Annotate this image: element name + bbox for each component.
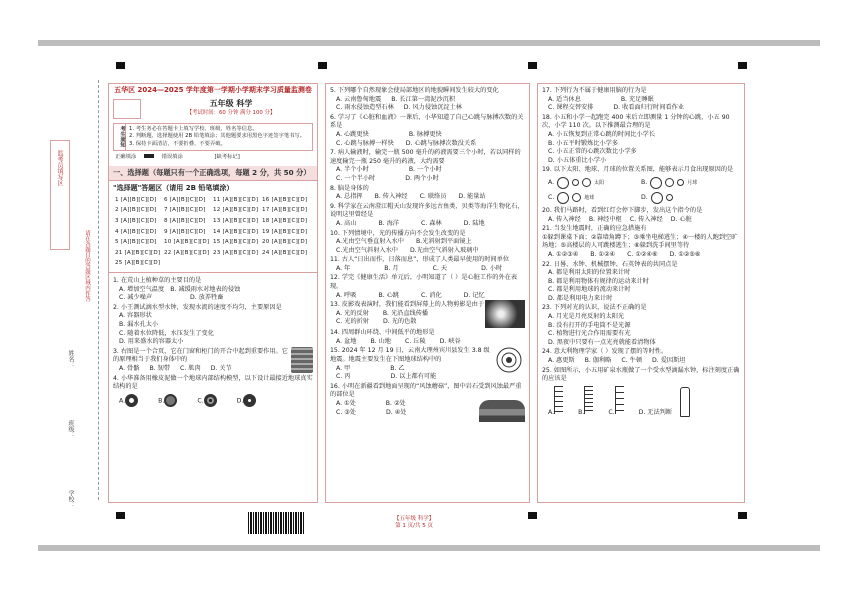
question-4: 4. 小华准备用橡皮泥做一个地球内部结构模型，以下设计最接近地球真实结构的是 <box>113 374 313 391</box>
earth-model-c-icon <box>204 394 217 407</box>
answer-cell[interactable]: 20 [A][B][C][D] <box>262 239 308 246</box>
option: B. <box>641 178 648 186</box>
top-gray-bar <box>38 40 820 46</box>
footer-subject: 【五年级 科学】 <box>394 516 435 522</box>
option: B. 脉搏更快 <box>408 130 442 138</box>
absent-mark-label: [缺考标记] <box>214 154 240 161</box>
diagram-option-a <box>548 177 641 189</box>
option: C. 联络员 <box>419 193 447 201</box>
question-17: 17. 下列行为不属于健康用脑的行为是 <box>542 87 647 94</box>
answer-cell[interactable]: 23 [A][B][C][D] <box>213 249 259 256</box>
option: D. 心跳与脉搏次数没关系 <box>405 139 477 147</box>
option: B. ①②④ <box>590 250 616 258</box>
option: C. 植物进行光合作用需要有光 <box>548 330 631 338</box>
question-15: 15. 2024 年 12 月 19 日，云南大理州宾川县发生 3.8 级地震。地震主要发生在下图地球结构中的 <box>330 347 490 364</box>
option: B. 神经中枢 <box>588 215 622 223</box>
grade-subject: 五年级 科学 <box>209 99 253 108</box>
option: A. 增加空气温度 <box>119 285 165 293</box>
option: D. 陆地 <box>463 219 485 227</box>
question-12: 12. 学完《健康生活》单元后，小明知道了（ ）是心脏工作的外在表现。 <box>330 274 518 291</box>
registration-mark <box>318 62 327 69</box>
option: C. 丘陵 <box>405 337 426 345</box>
notice-1: 1. 考生务必在答题卡上填写学校、班级、姓名等信息。 <box>129 125 258 132</box>
option: B. 长江第一湾泥沙沉积 <box>391 95 456 103</box>
option: A.光由空气垂直射入水中 <box>336 238 404 246</box>
diagram-option-b <box>641 177 734 189</box>
shadow-puppet-image <box>485 300 525 328</box>
option: C.光由空气斜射入水中 <box>336 246 398 254</box>
option: B. 漏水孔太小 <box>119 321 159 328</box>
time-score: 【考试时间：60 分钟 满分 100 分】 <box>186 109 276 116</box>
option: C. <box>197 397 204 405</box>
school-seal-box <box>113 99 141 119</box>
section1-title: 一、选择题（每题只有一个正确选项，每题 2 分，共 50 分） <box>109 166 317 182</box>
option: B. 山地 <box>370 337 391 345</box>
moon-icon <box>677 179 684 186</box>
option: D. 收看面归行时间看作业 <box>613 104 684 112</box>
option: A. 光的反射 <box>336 309 369 317</box>
answer-cell[interactable]: 15 [A][B][C][D] <box>213 239 259 246</box>
diagram-option-d <box>641 192 734 204</box>
option: D. 以上都有可能 <box>390 373 437 381</box>
option: C. 森林 <box>421 219 442 227</box>
column-1 <box>108 83 318 503</box>
question-23: 23. 下列对光的认识，说法不正确的是 <box>542 304 647 312</box>
scale-b-icon <box>584 386 600 414</box>
option: A. 云南鲁甸地震 <box>336 95 382 103</box>
answer-cell[interactable]: 16 [A][B][C][D] <box>262 196 308 203</box>
seal-zone-label: 监考员填写区 <box>56 150 63 186</box>
registration-mark <box>528 512 537 519</box>
class-label: 班级： <box>67 420 74 438</box>
answer-cell[interactable]: 3 [A][B][C][D] <box>115 218 157 225</box>
option: A. 盆地 <box>336 337 357 345</box>
option: A. 惠更斯 <box>548 357 575 365</box>
option: A. <box>119 397 126 405</box>
option: A. 半个小时 <box>336 166 369 174</box>
answer-grid <box>109 196 317 268</box>
question-11: 11. 古人“日出而作，日落而息”，形成了人类最早使用的时间单位 <box>330 256 510 264</box>
option: C. 都是利用地球的流动来计时 <box>548 286 631 294</box>
footer-page: 第 1 页/共 5 页 <box>395 523 434 529</box>
option: C. 随着水位降低，水压发生了变化 <box>119 329 214 337</box>
option: D. <box>236 397 244 405</box>
option: D. 关节 <box>210 364 232 372</box>
option: B. 充足睡眠 <box>620 95 654 103</box>
option: B. 乙 <box>390 364 405 372</box>
notice-label: 考生须知 <box>114 124 126 151</box>
answer-cell[interactable]: 10 [A][B][C][D] <box>164 239 210 246</box>
option: B. ②处 <box>385 400 406 407</box>
option: B. <box>158 397 165 405</box>
option: D. 小时 <box>481 264 503 272</box>
option: C. 天 <box>432 264 448 272</box>
question-7: 7. 病人输液时，输完一瓶 500 毫升的药液需要三个小时，若以同样的速度输完一瓶 250 毫升的药液，大约需要 <box>330 149 521 165</box>
option: B. 心跳 <box>378 291 399 299</box>
side-warning: 请在各题目的答题区域内作答 <box>84 230 90 302</box>
registration-mark <box>116 62 125 69</box>
option: D. 光的色散 <box>383 318 417 326</box>
option: A. 容器形状 <box>119 312 152 320</box>
question-20: 20. 我们马路时，看到红灯会停下脚步，发出这个指令的是 <box>542 206 703 214</box>
option: D. 能量站 <box>458 193 486 201</box>
answer-cell[interactable]: 6 [A][B][C][D] <box>164 196 206 203</box>
wrong-fill-label: 错误填涂 <box>161 154 183 161</box>
option: B. 传入神经 <box>374 193 408 201</box>
answer-cell[interactable]: 24 [A][B][C][D] <box>262 249 308 256</box>
earth-model-d-icon <box>243 394 256 407</box>
exam-title: 五华区 2024—2025 学年度第一学期小学期末学习质量监测卷 <box>114 86 312 94</box>
answer-cell[interactable]: 25 [A][B][C][D] <box>115 260 161 267</box>
question-9: 9. 科学家在云南澄江帽天山发现许多远古鱼类、贝类等海洋生物化石，说明这里曾经是 <box>330 202 524 219</box>
bottom-gray-bar <box>38 545 820 551</box>
option: B. 月 <box>384 264 399 272</box>
question-6: 6. 学习了《心脏和血液》一课后，小华知道了自己心跳与脉搏次数的关系是 <box>330 113 524 130</box>
notice-box <box>113 123 313 152</box>
question-10: 10. 下列情境中，光的传播方向不会发生改变的是 <box>330 229 466 237</box>
wind-mushroom-rock-image <box>479 400 525 422</box>
answer-cell[interactable]: 1 [A][B][C][D] <box>115 196 157 203</box>
sun-icon <box>557 177 569 189</box>
answer-cell[interactable]: 2 [A][B][C][D] <box>115 207 157 214</box>
option: A. 小五恢复到正常心跳的时间比小学长 <box>548 130 656 138</box>
column-3 <box>537 83 745 503</box>
option: A. 心跳更快 <box>336 130 369 138</box>
option: C. 消化 <box>421 291 442 299</box>
barcode <box>248 512 304 534</box>
question-22: 22. 日晷、水钟、机械摆钟、石英钟表的共同点是 <box>542 260 678 268</box>
diagram-label: 地球 <box>584 194 595 201</box>
option: D. 记忆 <box>463 291 485 299</box>
option: D. 黑夜中只要有一点光亮就能看清物体 <box>548 338 656 346</box>
question-8: 8. 脑是身体的 <box>330 184 369 192</box>
option: A. 总指挥 <box>336 193 363 201</box>
option: D. ④处 <box>386 408 407 416</box>
fold-line <box>98 80 99 500</box>
option: C. 一个半小时 <box>336 174 376 182</box>
column-2 <box>325 83 530 503</box>
option: B. 海洋 <box>378 219 399 227</box>
option: A. <box>548 178 555 186</box>
option: C. 心跳与脉搏一样快 <box>336 139 394 147</box>
option: D. 风力侵蚀沉淀土林 <box>403 104 462 112</box>
answer-cell[interactable]: 21 [A][B][C][D] <box>115 249 161 256</box>
question-1: 1. 在荒山上植种草的主要目的是 <box>113 277 202 285</box>
option: C. <box>548 193 555 201</box>
answer-cell[interactable]: 19 [A][B][C][D] <box>262 228 308 235</box>
earth-icon <box>582 178 591 187</box>
answer-cell[interactable]: 7 [A][B][C][D] <box>164 207 206 214</box>
question-14: 14. 四周群山环绕、中间低平的地形是 <box>330 329 435 337</box>
answer-cell[interactable]: 8 [A][B][C][D] <box>164 218 206 225</box>
option: D. 无法判断 <box>638 408 673 416</box>
option: B. 小五平时锻炼比小学多 <box>548 139 619 147</box>
option: D. 都是利用电力来计时 <box>548 294 613 302</box>
question-3: 3. 右图是一个合页，它在门窗和柜门的开合中起到重要作用。它的原理相当于我们身体中的 <box>113 347 288 364</box>
option: C. 牛顿 <box>621 357 643 365</box>
answer-cell[interactable]: 11 [A][B][C][D] <box>213 196 259 203</box>
option: B.光斜射到平面镜上 <box>415 238 472 246</box>
registration-mark <box>738 62 747 69</box>
answer-cell[interactable]: 5 [A][B][C][D] <box>115 239 157 246</box>
option: B. 都是利用物体有规律的运动来计时 <box>548 277 649 285</box>
question-16: 16. 小明在新疆看到地面呈现的“风蚀蘑菇”，图中岩石受到风蚀最严重的部位是 <box>330 382 522 399</box>
option: D. 放养牲畜 <box>190 294 224 302</box>
option: D.光由空气斜射入玻璃中 <box>409 246 479 254</box>
option: B. 韧带 <box>149 364 170 372</box>
option: A. 适当休息 <box>548 95 581 103</box>
option: C. 光的折射 <box>336 318 370 326</box>
question-25: 25. 如图所示，小五用矿泉水瓶做了一个受水型滴漏水钟，标注刻度正确的应该是 <box>542 366 740 383</box>
option: D. 爱因斯坦 <box>652 357 686 365</box>
answer-cell[interactable]: 13 [A][B][C][D] <box>213 218 259 225</box>
seal-zone-box <box>50 140 70 250</box>
diagram-label: 月球 <box>687 179 698 186</box>
diagram-option-c <box>548 192 641 204</box>
option: C. 课程交替安排 <box>548 104 594 112</box>
diagram-label: 太阳 <box>594 179 605 186</box>
option: A. 高山 <box>336 219 357 227</box>
earth-model-b-icon <box>164 394 177 407</box>
option: B. 伽利略 <box>584 357 612 365</box>
notice-3: 3. 保持卡面清洁，不要折叠、不要弄破。 <box>129 140 226 147</box>
answer-cell[interactable]: 14 [A][B][C][D] <box>213 228 259 235</box>
notice-2: 2. 判断题、选择题使用 2B 铅笔填涂；其他题要求用黑色字迹签字笔书写。 <box>129 133 306 140</box>
answer-cell[interactable]: 17 [A][B][C][D] <box>262 207 308 214</box>
option: A. 呼吸 <box>336 291 357 299</box>
sun-icon <box>650 177 662 189</box>
bottle-icon <box>680 387 690 417</box>
option: A. ①处 <box>336 400 356 407</box>
scale-a-icon <box>554 386 570 414</box>
question-21: 21. 当发生地震时，正确的应急措施有 <box>542 225 647 233</box>
option: C. ③处 <box>336 408 356 416</box>
earth-icon <box>572 193 581 202</box>
earth-structure-diagram <box>493 346 525 374</box>
option: A. 骨骼 <box>119 364 140 372</box>
option: D. 用来盛水的容器太小 <box>119 338 184 346</box>
option: A. <box>548 408 555 416</box>
option: D. ①②⑤⑥ <box>669 250 701 258</box>
earth-icon <box>665 178 674 187</box>
option: D. 峡谷 <box>439 337 461 345</box>
question-18: 18. 小五和小学一起跑完 400 米后立即测量 1 分钟的心跳，小五 90 次，小学 110 次。以下推测最合理的是 <box>542 113 730 130</box>
hinge-image <box>291 347 313 373</box>
option: D. 两个小时 <box>405 174 439 182</box>
answer-cell[interactable]: 18 [A][B][C][D] <box>262 218 308 225</box>
fill-example-row <box>109 151 317 164</box>
option: C. 减少噪声 <box>119 294 153 302</box>
option: D. 心脏 <box>670 215 692 223</box>
registration-mark <box>116 512 125 519</box>
sun-icon <box>651 192 663 204</box>
question-24: 24. 意大利物理学家（ ）发现了摆的等时性。 <box>542 348 668 356</box>
option: C. 小五正常的心跳次数比小学多 <box>548 148 637 156</box>
option: A. 都是利用太阳的位置来计时 <box>548 269 631 277</box>
option: D. 小五体重比小学小 <box>548 156 607 164</box>
answer-cell[interactable]: 12 [A][B][C][D] <box>213 207 259 214</box>
answer-cell[interactable]: 22 [A][B][C][D] <box>164 249 210 256</box>
option: C. 传入神经 <box>629 215 663 223</box>
question-5: 5. 下列哪个自然现象会使局部地区的地貌瞬间发生较大的变化 <box>330 87 499 94</box>
option: B. 光沿直线传播 <box>382 309 429 317</box>
answer-cell[interactable]: 9 [A][B][C][D] <box>164 228 206 235</box>
option: B. 没有打开的手电筒不是光源 <box>548 321 631 329</box>
school-label: 学校： <box>67 490 74 508</box>
option: A. 月光是月亮反射的太阳光 <box>548 313 625 321</box>
earth-model-a-icon <box>125 394 138 407</box>
option: C. 肌肉 <box>180 364 201 372</box>
name-label: 姓名： <box>67 350 74 368</box>
question-2: 2. 小王测试滴水型水钟，发现水流的速度不均匀，主要原因是 <box>113 303 282 311</box>
registration-mark <box>738 512 747 519</box>
question-13: 13. 皮影戏表演时，我们能看到屏幕上的人物剪影是由于 <box>330 301 485 309</box>
moon-icon <box>666 194 673 201</box>
option: C. 雨水侵蚀造型石林 <box>336 104 394 112</box>
option: D. <box>641 193 648 201</box>
option: A. ①②③④ <box>548 250 579 258</box>
moon-icon <box>572 179 579 186</box>
question-21-items: ①躲到课桌下面；②靠墙角蹲下；③乘坐电梯逃生；④一楼的人跑到空旷场地；⑤高楼层的人可跳楼逃生；⑥躲到洗手间里等待 <box>542 233 738 250</box>
sun-icon <box>557 192 569 204</box>
registration-mark <box>528 62 537 69</box>
option: B. 一个小时 <box>408 166 442 174</box>
option: A. 传入神经 <box>548 215 581 223</box>
page-footer <box>394 516 434 530</box>
option: A. 年 <box>336 264 351 272</box>
question-19: 19. 以下太阳、地球、月球的位置关系图，能够表示月食出现原因的是 <box>542 166 734 174</box>
option: C. 丙 <box>336 373 351 381</box>
option: A. 甲 <box>336 364 351 372</box>
option: C. <box>608 408 615 416</box>
answer-cell[interactable]: 4 [A][B][C][D] <box>115 228 157 235</box>
option: B. <box>578 408 585 416</box>
option: B. 减缓雨水对地表的侵蚀 <box>170 285 241 293</box>
answer-area-title: "选择题"答题区（请用 2B 铅笔填涂） <box>113 184 234 193</box>
fill-example-label: 正确填涂 <box>115 154 137 161</box>
scale-c-icon <box>615 386 631 414</box>
option: C. ①②④⑥ <box>627 250 658 258</box>
